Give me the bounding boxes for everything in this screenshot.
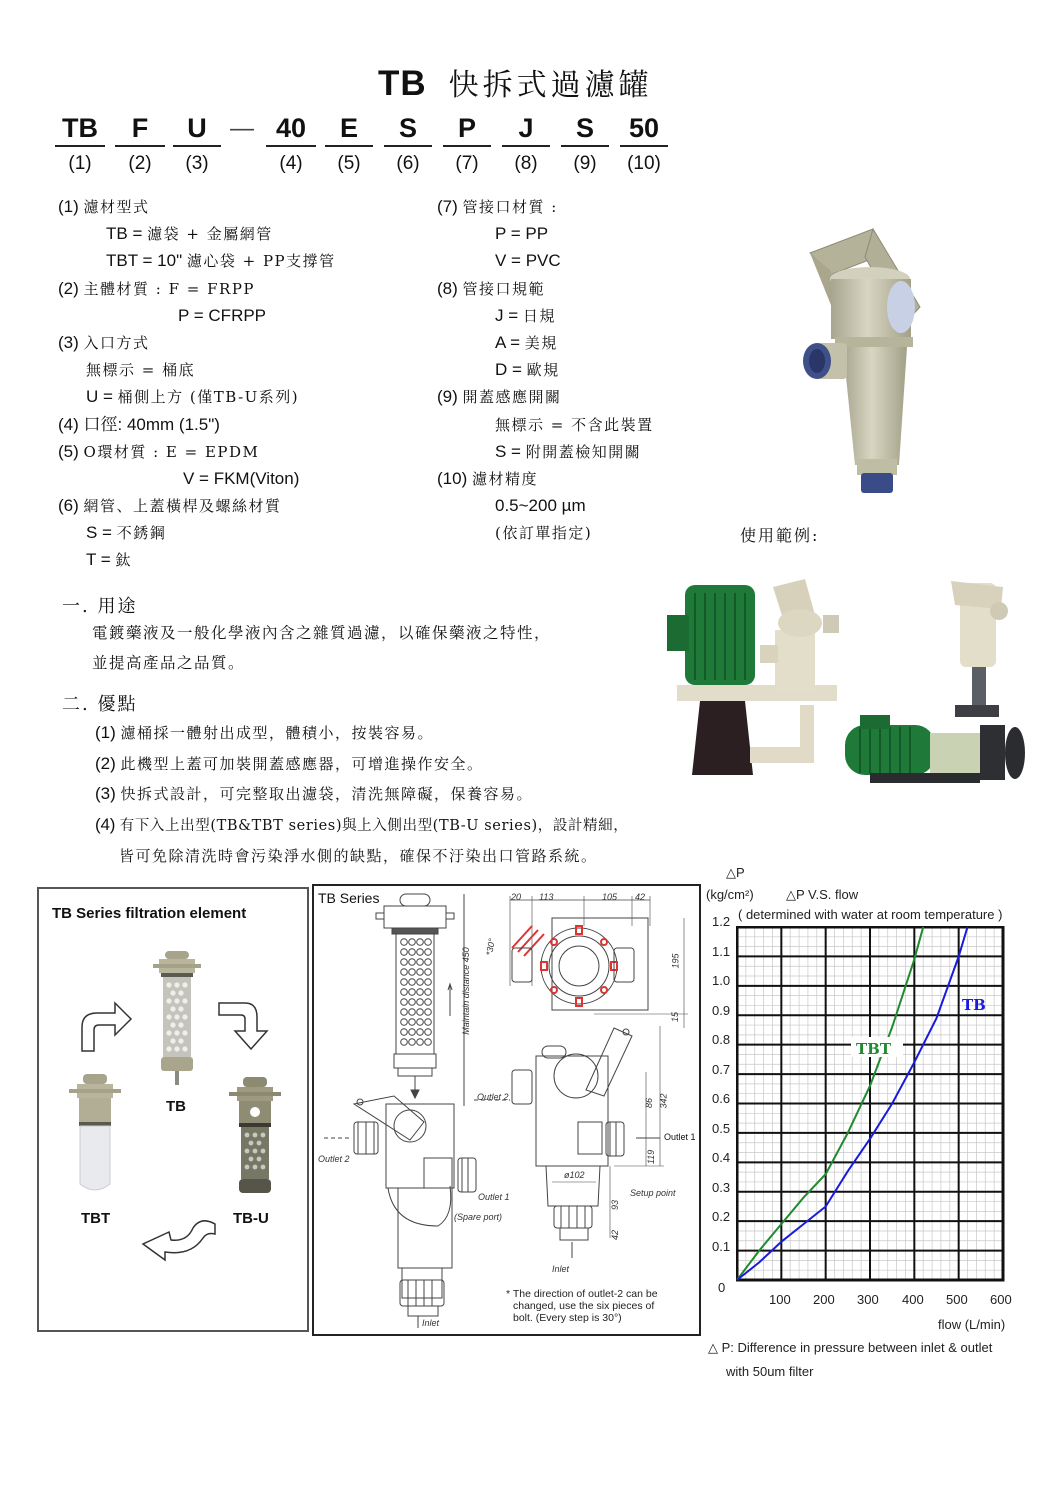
y-tick: 1.1 [712, 944, 731, 959]
spec-line: TB = 濾袋 + 金屬網管 [106, 224, 273, 244]
spec-line: (6) 網管、上蓋橫桿及螺絲材質 [58, 496, 282, 516]
code-value: TB [62, 113, 98, 143]
section-usage-heading: 一. 用途 [62, 596, 138, 617]
y-tick: 1.2 [712, 914, 731, 929]
advantage-item: (1) 濾桶採一體射出成型，體積小，按裝容易。 [95, 723, 435, 742]
code-value: J [518, 113, 534, 143]
inlet-right-label: Inlet [552, 1264, 570, 1274]
chart-xlabel: flow (L/min) [938, 1317, 1006, 1332]
technical-drawing-panel [312, 884, 701, 1336]
y-tick: 0.5 [712, 1121, 731, 1136]
code-index: (4) [279, 153, 303, 174]
setup-point-label: Setup point [630, 1188, 676, 1198]
y-tick: 0.4 [712, 1150, 731, 1165]
code-index: (3) [185, 153, 209, 174]
chart-footnote-line2: with 50um filter [726, 1364, 814, 1379]
outlet2-label: Outlet 2 [318, 1154, 350, 1164]
spec-line: 無標示 = 不含此裝置 [495, 415, 654, 434]
outlet1-right-label: Outlet 1 [664, 1132, 696, 1142]
dim-105: 105 [602, 892, 618, 902]
advantage-item: (2) 此機型上蓋可加裝開蓋感應器，可增進操作安全。 [95, 753, 484, 773]
spec-line: T = 鈦 [86, 550, 132, 570]
tb-element-label: TB [166, 1098, 186, 1115]
spec-line: U = 桶側上方 (僅TB-U系列) [86, 387, 300, 407]
dim-93: 93 [610, 1199, 621, 1211]
y-tick: 0.3 [712, 1180, 731, 1195]
code-index: (2) [128, 153, 152, 174]
code-value: S [398, 113, 417, 143]
section-advantages-heading: 二. 優點 [62, 694, 138, 715]
tbu-element-image [227, 1075, 283, 1199]
code-slot [325, 112, 373, 175]
section-usage-body [92, 618, 551, 678]
note-line: bolt. (Every step is 30°) [513, 1312, 622, 1324]
advantages-list [95, 718, 628, 872]
y-tick: 1.0 [712, 973, 731, 988]
x-tick: 500 [946, 1292, 968, 1307]
filtration-panel-title: TB Series filtration element [52, 905, 247, 922]
code-value: E [339, 113, 358, 143]
spec-line: S = 不銹鋼 [86, 523, 167, 543]
code-value: P [457, 113, 476, 143]
dim-195: 195 [670, 953, 681, 969]
code-slot [266, 112, 316, 175]
spec-line: D = 歐規 [495, 360, 560, 380]
inlet-left-label: Inlet [422, 1318, 440, 1328]
code-slot [502, 112, 550, 175]
spec-line: TBT = 10" 濾心袋 + PP支撐管 [106, 251, 336, 271]
filtration-element-panel [37, 887, 309, 1332]
outlet1-label: Outlet 1 [478, 1192, 510, 1202]
code-index: (10) [627, 153, 661, 174]
y-tick: 0 [718, 1280, 726, 1295]
curved-arrow-left-icon [139, 1214, 219, 1264]
tbt-element-image [67, 1072, 123, 1197]
dim-20: 20 [511, 892, 522, 902]
spec-line: A = 美規 [495, 332, 558, 352]
tb-element-image [151, 949, 203, 1089]
dim-342: 342 [658, 1093, 669, 1109]
spec-line: (3) 入口方式 [58, 332, 150, 352]
spec-line: P = PP [495, 224, 549, 244]
chart-ylabel-top: △P [726, 865, 745, 880]
usage-line: 並提高產品之品質。 [92, 654, 246, 672]
dim-15: 15 [670, 1011, 681, 1023]
code-index: (9) [573, 153, 597, 174]
code-slot [620, 112, 668, 175]
page-title [378, 60, 653, 104]
title-name: 快拆式過濾罐 [448, 68, 653, 103]
advantage-item: (3) 快拆式設計，可完整取出濾袋，清洗無障礙，保養容易。 [95, 784, 534, 803]
tbu-element-label: TB-U [233, 1210, 269, 1227]
y-tick: 0.6 [712, 1091, 731, 1106]
spec-line: V = FKM(Viton) [183, 468, 300, 488]
code-slot [561, 112, 609, 175]
usage-example-label: 使用範例: [740, 526, 820, 545]
note-line: * The direction of outlet-2 can be [506, 1288, 658, 1300]
dim-42-top: 42 [635, 892, 646, 902]
code-value: F [131, 113, 149, 143]
product-photo-filter [795, 215, 945, 500]
y-tick: 0.7 [712, 1062, 731, 1077]
outlet2-top-label: Outlet 2 [477, 1092, 509, 1102]
dim-diameter-102: ø102 [564, 1170, 585, 1180]
usage-example-photo [655, 575, 1035, 810]
spare-port-label: (Spare port) [454, 1212, 503, 1222]
drawing-title: TB Series [318, 890, 380, 906]
curved-arrow-up-right-icon [79, 997, 135, 1053]
code-slot [115, 112, 165, 175]
series-tb-label: TB [962, 996, 986, 1014]
spec-line: P = CFRPP [178, 305, 267, 325]
advantage-item: 皆可免除清洗時會污染淨水側的缺點，確保不汙染出口管路系統。 [119, 847, 598, 865]
x-tick: 100 [769, 1292, 791, 1307]
dim-119: 119 [646, 1149, 657, 1165]
code-slot [173, 112, 221, 175]
code-slot [384, 112, 432, 175]
x-tick: 200 [813, 1292, 835, 1307]
spec-line: (1) 濾材型式 [58, 197, 150, 216]
chart-footnote-line1: △ P: Difference in pressure between inlet & outlet [708, 1340, 993, 1355]
y-tick: 0.8 [712, 1032, 731, 1047]
x-tick: 400 [902, 1292, 924, 1307]
series-tbt-label: TBT [856, 1040, 892, 1058]
pressure-flow-chart [704, 862, 1060, 1382]
usage-line: 電鍍藥液及一般化學液內含之雜質過濾，以確保藥液之特性， [92, 624, 552, 642]
spec-line: J = 日規 [495, 305, 556, 325]
y-tick: 0.1 [712, 1239, 731, 1254]
code-value: U [187, 113, 207, 143]
spec-line: (7) 管接口材質 : [437, 197, 558, 216]
spec-line: (10) 濾材精度 [437, 468, 538, 488]
code-separator: — [230, 115, 254, 142]
technical-drawing [314, 886, 699, 1334]
title-model: TB [378, 64, 427, 103]
dim-42-bottom: 42 [610, 1229, 621, 1241]
code-slot [55, 112, 105, 175]
dim-angle-30: *30° [484, 937, 497, 957]
code-value: 40 [275, 113, 307, 143]
y-tick: 0.9 [712, 1003, 731, 1018]
x-tick: 600 [990, 1292, 1012, 1307]
x-tick: 300 [857, 1292, 879, 1307]
chart-plot-area [736, 926, 1006, 1286]
advantage-item: (4) 有下入上出型(TB&TBT series)與上入側出型(TB-U series)，設計精細， [95, 814, 629, 834]
spec-line: (依訂單指定) [495, 524, 593, 543]
code-index: (6) [396, 153, 420, 174]
chart-ylabel-unit: (kg/cm²) [706, 887, 754, 902]
maintain-distance-label: Maintain distance 450 [460, 947, 471, 1035]
code-index: (7) [455, 153, 479, 174]
code-slot [443, 112, 491, 175]
chart-title: △P V.S. flow [786, 887, 859, 902]
spec-line: 無標示 = 桶底 [86, 361, 196, 380]
note-line: changed, use the six pieces of [513, 1300, 655, 1312]
spec-line: (5) O環材質 : E = EPDM [58, 441, 260, 461]
spec-line: (9) 開蓋感應開關 [437, 387, 562, 407]
tbt-element-label: TBT [81, 1210, 111, 1227]
spec-line: V = PVC [495, 251, 561, 271]
code-index: (8) [514, 153, 538, 174]
outlet-direction-note [506, 1288, 658, 1324]
curved-arrow-down-right-icon [217, 999, 273, 1055]
spec-line: (4) 口徑: 40mm (1.5") [58, 414, 220, 434]
y-tick: 0.2 [712, 1209, 731, 1224]
code-index: (1) [68, 153, 92, 174]
spec-list-left [58, 193, 336, 574]
spec-line: (2) 主體材質 : F = FRPP [58, 278, 256, 298]
spec-line: 0.5~200 µm [495, 496, 586, 516]
code-value: 50 [628, 113, 660, 143]
code-value: S [575, 113, 594, 143]
chart-subtitle: ( determined with water at room temperature ) [738, 907, 1003, 922]
spec-list-right [437, 193, 654, 546]
spec-line: (8) 管接口規範 [437, 278, 546, 298]
code-index: (5) [337, 153, 361, 174]
dim-86: 86 [644, 1097, 655, 1109]
spec-line: S = 附開蓋檢知開關 [495, 441, 642, 461]
dim-113: 113 [539, 892, 554, 902]
